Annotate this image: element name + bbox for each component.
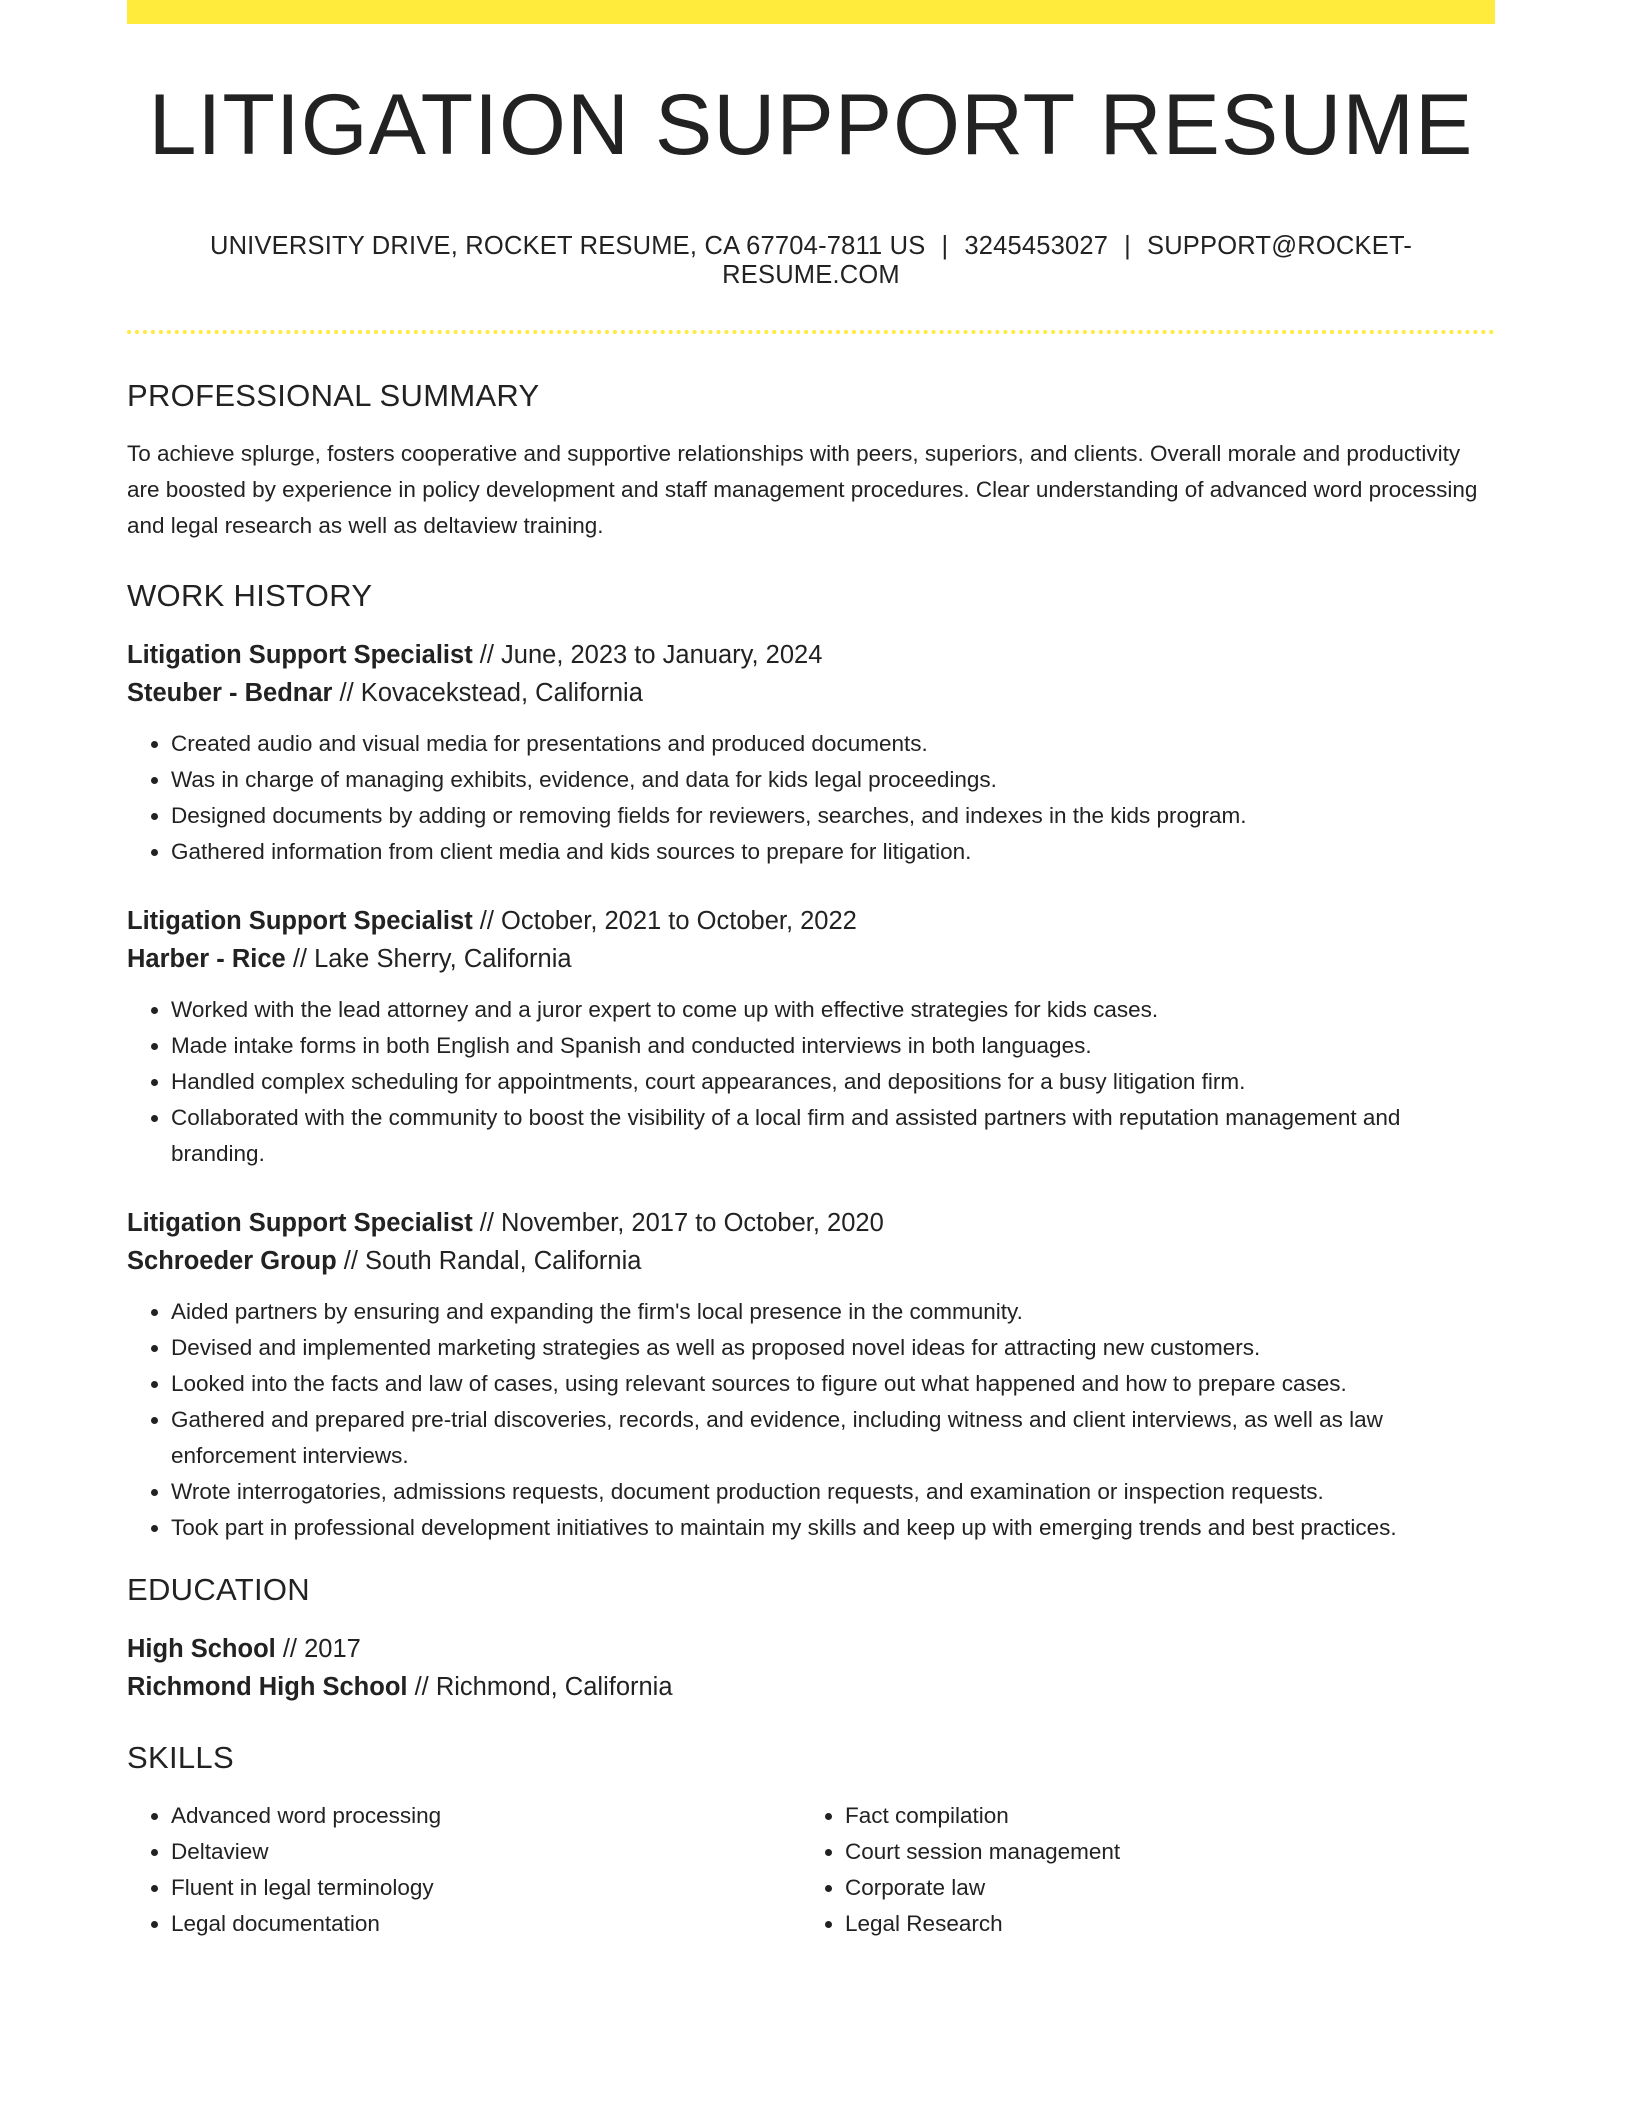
contact-separator: | [941,232,949,260]
job-role: Litigation Support Specialist [127,641,473,669]
job-dates: // October, 2021 to October, 2022 [472,907,857,935]
job-dates: // November, 2017 to October, 2020 [472,1209,884,1237]
skill-item: • Corporate law [845,1870,1475,1906]
job-duty: • Gathered and prepared pre-trial discoveries, records, and evidence, including witness and client interviews, as well as law enforcement interviews. [171,1402,1495,1474]
job-duty: • Worked with the lead attorney and a juror expert to come up with effective strategies for kids cases. [171,992,1495,1028]
skills-columns [127,1798,1495,1942]
skill-item: • Court session management [845,1834,1475,1870]
resume-title: LITIGATION SUPPORT RESUME [148,77,1474,173]
resume-page [127,0,1495,1942]
job-duty: • Took part in professional development initiatives to maintain my skills and keep up with emerging trends and best practices. [171,1510,1495,1546]
skill-item: • Legal Research [845,1906,1475,1942]
job-company: Schroeder Group [127,1247,337,1275]
job-location: // Kovacekstead, California [332,679,643,707]
dotted-divider [127,330,1495,334]
summary-heading: PROFESSIONAL SUMMARY [127,378,540,413]
skills-heading: SKILLS [127,1740,234,1775]
job-duties-list [127,726,1495,870]
work-history-heading: WORK HISTORY [127,578,373,613]
skill-item: • Fluent in legal terminology [171,1870,801,1906]
skill-item: • Fact compilation [845,1798,1475,1834]
top-accent-bar [127,0,1495,24]
job-role: Litigation Support Specialist [127,907,473,935]
job-duties-list [127,1294,1495,1546]
contact-line [127,232,1495,290]
school-location: // Richmond, California [407,1673,673,1701]
education-entry [127,1630,1495,1706]
job-company-line [127,1242,1495,1280]
skills-list-left [127,1798,801,1942]
job-duty: • Designed documents by adding or removing fields for reviewers, searches, and indexes in the kids program. [171,798,1495,834]
job-duty: • Aided partners by ensuring and expanding the firm's local presence in the community. [171,1294,1495,1330]
contact-separator: | [1124,232,1131,260]
school-name: Richmond High School [127,1673,408,1701]
job-duty: • Was in charge of managing exhibits, evidence, and data for kids legal proceedings. [171,762,1495,798]
job-duty: • Looked into the facts and law of cases, using relevant sources to figure out what happened and how to prepare cases. [171,1366,1495,1402]
job-role-line [127,636,1495,674]
job-duty: • Collaborated with the community to boost the visibility of a local firm and assisted partners with reputation management and branding. [171,1100,1495,1172]
skill-item: • Deltaview [171,1834,801,1870]
job-company-line [127,940,1495,978]
job-location: // South Randal, California [336,1247,642,1275]
skill-item: • Advanced word processing [171,1798,801,1834]
job-company: Steuber - Bednar [127,679,333,707]
graduation-year: // 2017 [275,1635,361,1663]
job-duty: • Created audio and visual media for presentations and produced documents. [171,726,1495,762]
degree-line [127,1630,1495,1668]
job-company-line [127,674,1495,712]
skills-list-right [801,1798,1475,1942]
school-line [127,1668,1495,1706]
job-dates: // June, 2023 to January, 2024 [472,641,823,669]
job-duty: • Devised and implemented marketing strategies as well as proposed novel ideas for attracting new customers. [171,1330,1495,1366]
email-text: SUPPORT@ROCKET-RESUME.COM [722,232,1413,289]
job-entry [127,636,1495,870]
phone-text: 3245453027 [964,232,1109,260]
job-location: // Lake Sherry, California [285,945,572,973]
address-text: UNIVERSITY DRIVE, ROCKET RESUME, CA 67704-7811 US [209,232,926,260]
job-role: Litigation Support Specialist [127,1209,473,1237]
job-duties-list [127,992,1495,1172]
job-duty: • Handled complex scheduling for appointments, court appearances, and depositions for a busy litigation firm. [171,1064,1495,1100]
job-duty: • Wrote interrogatories, admissions requests, document production requests, and examination or inspection requests. [171,1474,1495,1510]
summary-text: To achieve splurge, fosters cooperative and supportive relationships with peers, superiors, and clients. Overall morale and productivity are boosted by experience in policy development and staff management procedures. Clear understanding of advanced word processing and legal research as well as deltaview training. [127,441,1478,538]
job-role-line [127,902,1495,940]
job-duty: • Gathered information from client media and kids sources to prepare for litigation. [171,834,1495,870]
job-entry [127,1204,1495,1546]
degree: High School [127,1635,276,1663]
education-heading: EDUCATION [127,1572,310,1607]
job-entry [127,902,1495,1172]
job-company: Harber - Rice [127,945,286,973]
job-duty: • Made intake forms in both English and Spanish and conducted interviews in both languages. [171,1028,1495,1064]
job-role-line [127,1204,1495,1242]
skill-item: • Legal documentation [171,1906,801,1942]
